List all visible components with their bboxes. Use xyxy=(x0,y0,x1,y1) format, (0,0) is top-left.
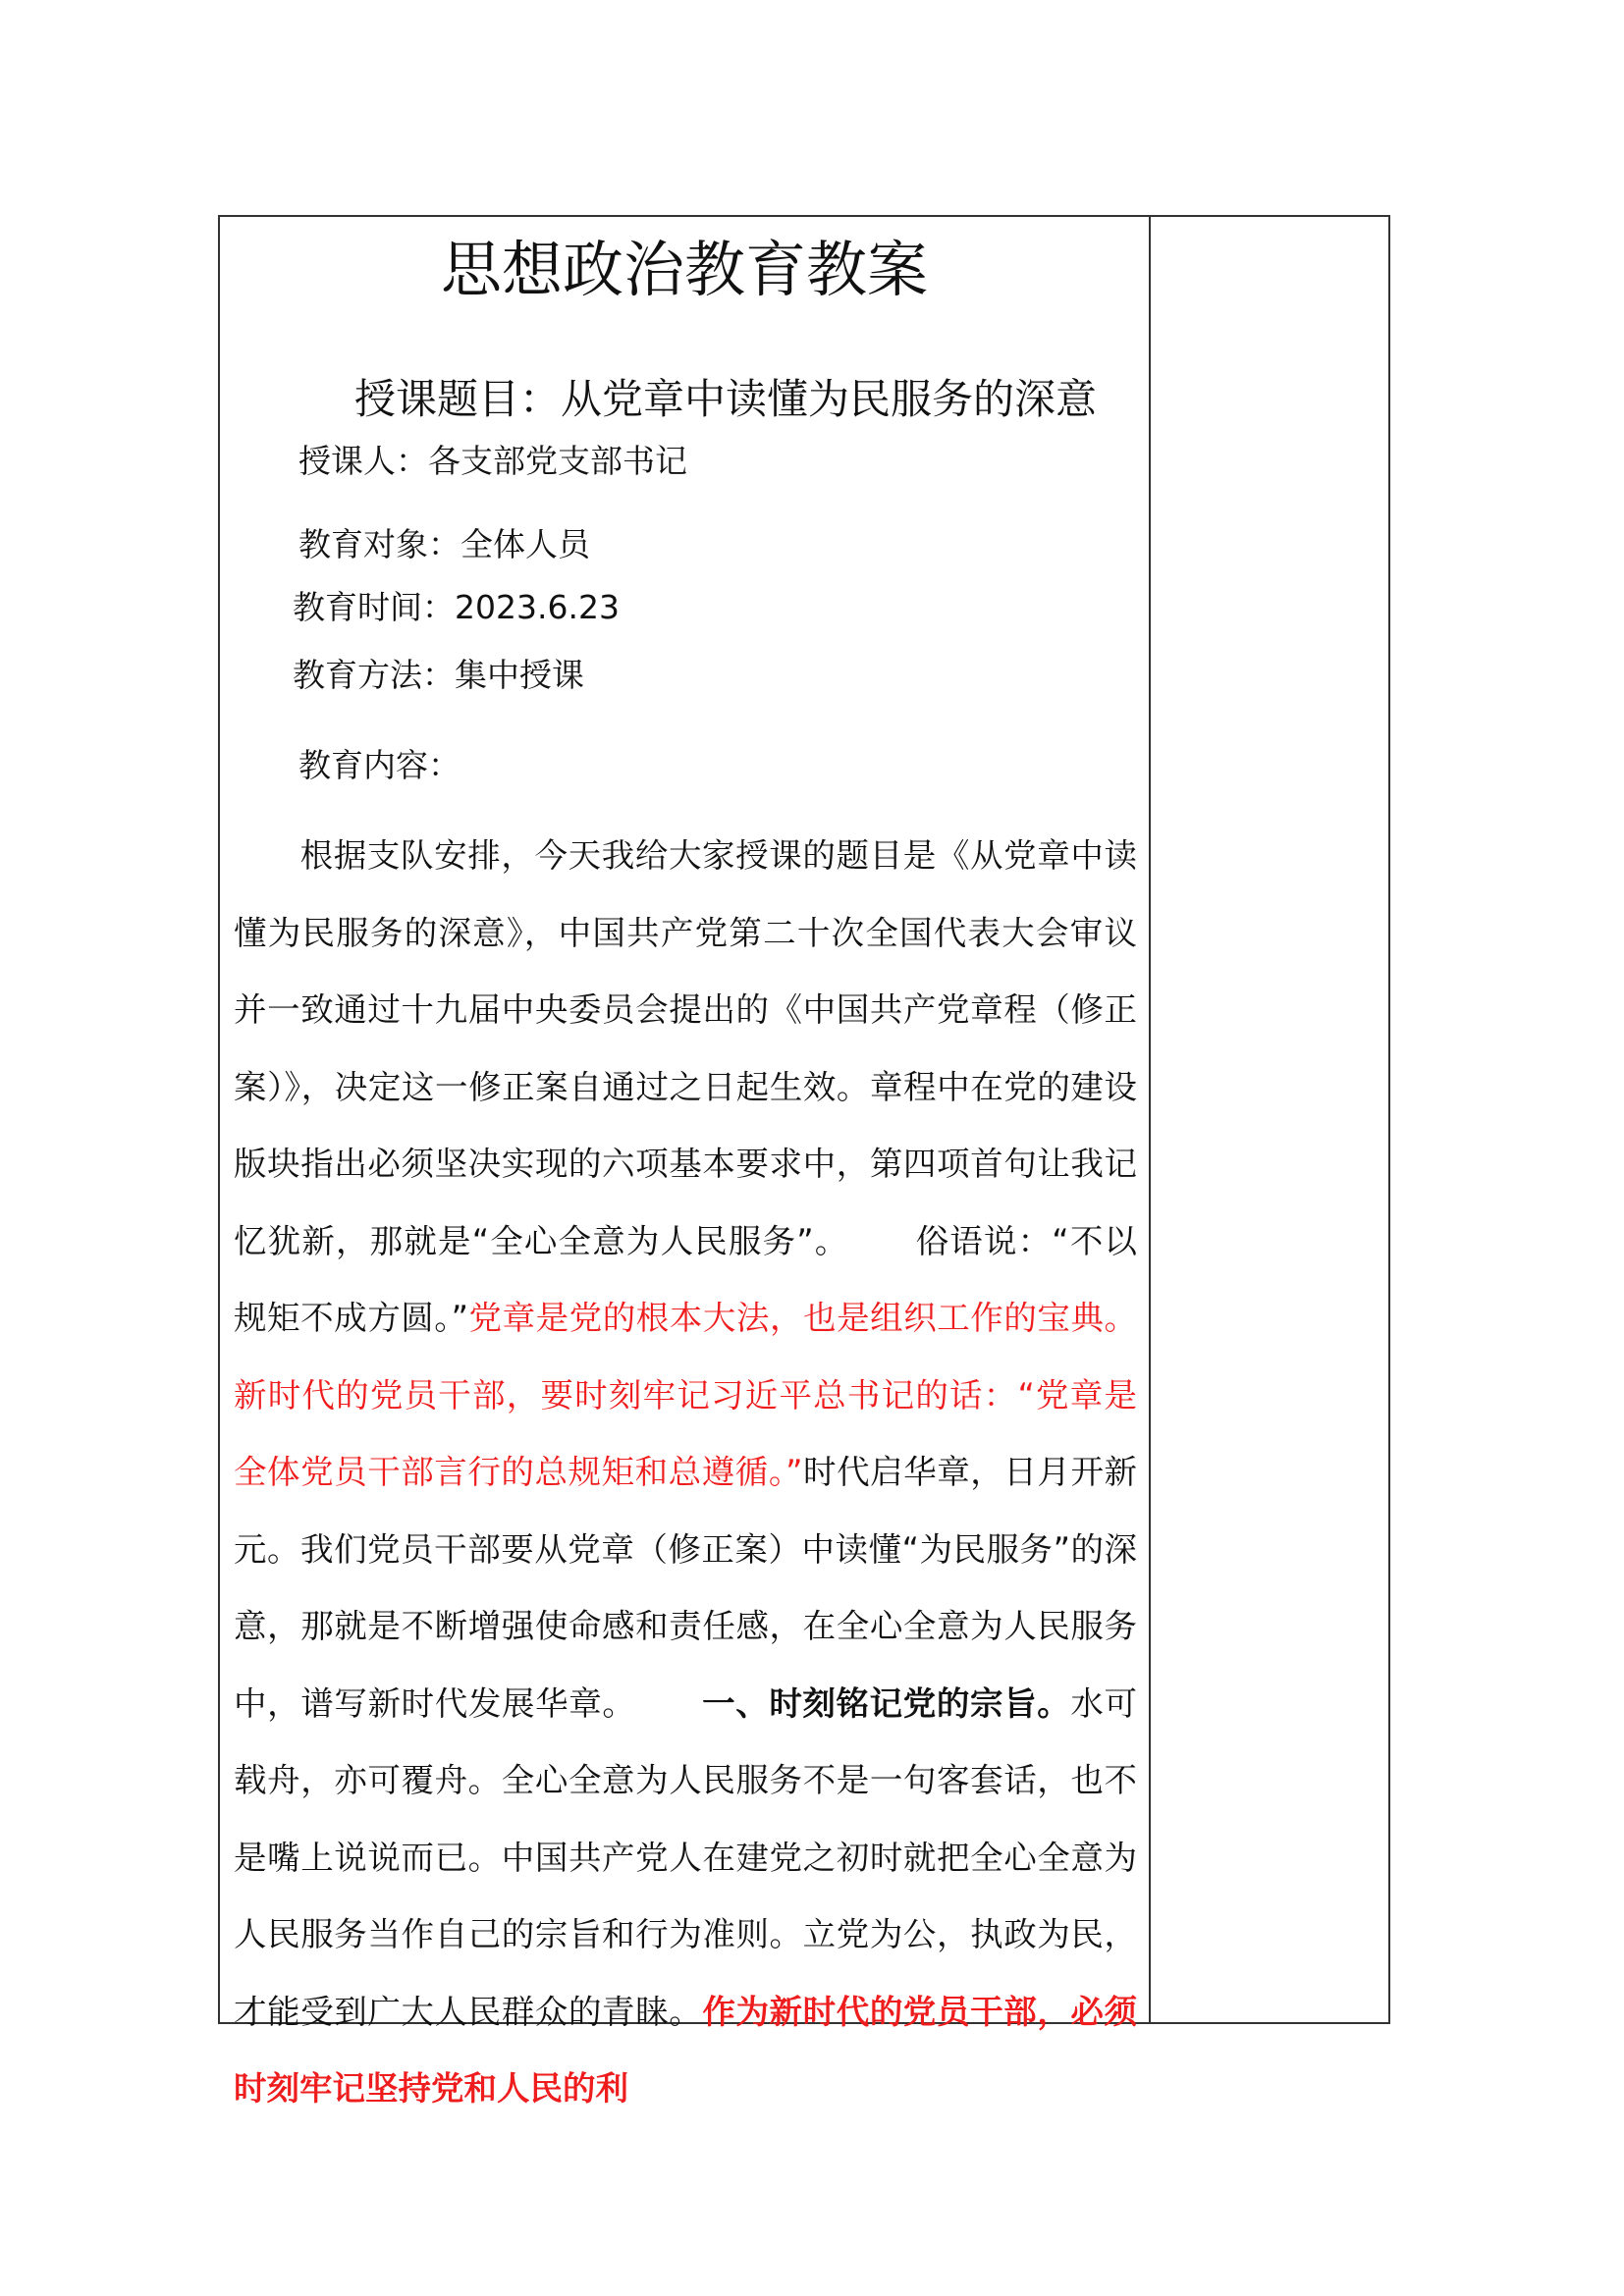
section-heading-1: 一、时刻铭记党的宗旨。 xyxy=(701,1683,1071,1723)
time-value: 2023.6.23 xyxy=(455,588,620,626)
method-line xyxy=(293,651,584,700)
main-content-cell xyxy=(220,217,1149,2108)
time-label: 教育时间： xyxy=(293,588,455,626)
lecturer-value: 各支部党支部书记 xyxy=(428,442,687,480)
side-notes-cell xyxy=(1151,217,1388,2022)
audience-label: 教育对象： xyxy=(298,525,460,563)
lesson-body-text xyxy=(234,818,1137,2128)
method-value: 集中授课 xyxy=(455,656,584,694)
body-paragraph-1: 根据支队安排，今天我给大家授课的题目是《从党章中读懂为民服务的深意》，中国共产党第二十次全国代表大会审议并一致通过十九届中央委员会提出的《中国共产党章程（修正案）》，决定这一修正案自通过之日起生效。章程中在党的建设版块指出必须坚决实现的六项基本要求中，第四项首句让我记忆犹新，那就是“全心全意为人民服务”。 xyxy=(234,836,1137,1260)
content-label: 教育内容： xyxy=(298,746,460,784)
document-title: 思想政治教育教案 xyxy=(440,234,928,305)
body-paragraph-4: 水可载舟，亦可覆舟。全心全意为人民服务不是一句客套话，也不是嘴上说说而已。中国共产党人在建党之初时就把全心全意为人民服务当作自己的宗旨和行为准则。立党为公，执政为民，才能受到广大人民群众的青睐。 xyxy=(234,1683,1138,2031)
lesson-plan-table xyxy=(218,215,1390,2108)
lesson-topic xyxy=(354,370,1097,429)
audience-line xyxy=(298,520,590,569)
method-label: 教育方法： xyxy=(293,656,455,694)
topic-label: 授课题目： xyxy=(354,375,562,423)
audience-value: 全体人员 xyxy=(460,525,590,563)
body-paragraph-3: 时代启华章，日月开新元。我们党员干部要从党章（修正案）中读懂“为民服务”的深意，那就是不断增强使命感和责任感，在全心全意为人民服务中，谱写新时代发展华章。 xyxy=(234,1453,1137,1723)
body-paragraph-2: 俗语说：“不以规矩不成方圆。” xyxy=(234,1221,1137,1337)
lecturer-label: 授课人： xyxy=(298,442,428,480)
lecturer-line xyxy=(298,437,687,486)
topic-value: 从党章中读懂为民服务的深意 xyxy=(561,375,1098,423)
time-line xyxy=(293,583,620,632)
body-paragraph-4-highlight: 作为新时代的党员干部，必须时刻牢记坚持党和人民的利 xyxy=(234,1992,1138,2108)
body-paragraph-2-highlight: 党章是党的根本大法，也是组织工作的宝典。新时代的党员干部，要时刻牢记习近平总书记的话：“党章是全体党员干部言行的总规矩和总遵循。” xyxy=(234,1299,1137,1491)
